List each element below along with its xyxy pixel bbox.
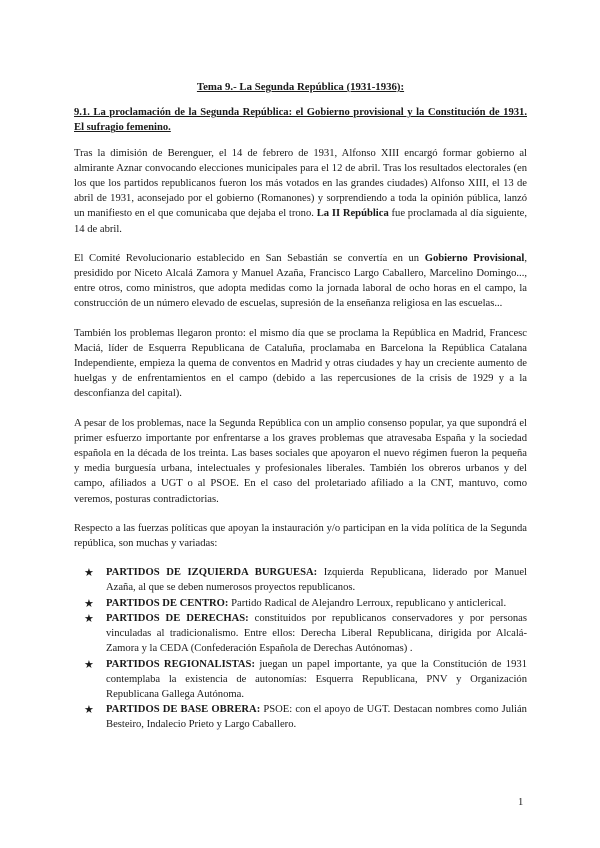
paragraph-text: Tras la dimisión de Berenguer, el 14 de febrero de 1931, Alfonso XIII encargó formar gobierno al almirante Aznar convocando elecciones municipales para el 12 de abril. Tras los resultados electorales (en los que los partidos republicanos fueron los más votados en las grandes ciudades) Alfonso XIII, el 13 de abril de 1931, aconsejado por el gobierno (Romanones) y sorprendiendo a toda la opinión pública, lanzó un manifiesto en el que comunicaba que dejaba el trono. (74, 147, 527, 220)
paragraph-text: fue proclamada al día siguiente, 14 de abril. (74, 208, 527, 235)
party-text: Partido Radical de Alejandro Lerroux, republicano y anticlerical. (228, 597, 507, 609)
star-bullet-icon: ★ (84, 566, 94, 580)
party-text: PSOE: con el apoyo de UGT. Destacan nombres como Julián Besteiro, Indalecio Prieto y Largo Caballero. (106, 704, 527, 731)
list-item (74, 657, 527, 703)
party-text: Izquierda Republicana, liderado por Manuel Azaña, al que se deben numerosos proyectos republicanos. (106, 567, 527, 594)
paragraph-consensus: A pesar de los problemas, nace la Segunda República con un amplio consenso popular, ya que supondrá el primer esfuerzo importante por enfrentarse a los graves problemas que atravesaba España y la sociedad española en la década de los treinta. Las bases sociales que apoyaron el nuevo régimen fueron la pequeña y media burguesía urbana, intelectuales y profesionales liberales. También los obreros urbanos y del campo, afiliados a UGT o al PSOE. En el caso del proletariado afiliado a la CNT, mantuvo, como veremos, posturas contradictorias. (74, 417, 527, 505)
paragraph-text: El Comité Revolucionario establecido en San Sebastián se convertía en un (74, 252, 425, 264)
bold-term-provisional-government: Gobierno Provisional (424, 252, 525, 264)
paragraph-provisional-government (74, 251, 527, 312)
party-label: PARTIDOS DE CENTRO: (106, 597, 229, 609)
star-bullet-icon: ★ (84, 611, 94, 625)
document-body (74, 80, 527, 733)
bold-term-republic: La II República (316, 208, 389, 220)
party-text: constituidos por republicanos conservadores y por personas vinculadas al tradicionalismo. Entre ellos: Derecha Liberal Republicana, dirigida por Alcalá-Zamora y la CEDA (Confederación Española de Derechas Autónomas) . (106, 612, 527, 655)
list-item (74, 596, 527, 611)
paragraph-text: , presidido por Niceto Alcalá Zamora y Manuel Azaña, Francisco Largo Caballero, Marcelino Domingo..., entre otros, como ministros, que adopta medidas como la jornada laboral de ocho horas en el campo, la construcción de un número elevado de escuelas, supresión de la enseñanza religiosa en las escuelas... (74, 252, 527, 310)
party-text: juegan un papel importante, ya que la Constitución de 1931 contemplaba la existencia de autonomías: Esquerra Republicana, PNV y Organización Republicana Gallega Autónoma. (106, 658, 527, 700)
section-title: 9.1. La proclamación de la Segunda República: el Gobierno provisional y la Constitución de 1931. El sufragio femenino. (74, 107, 527, 134)
star-bullet-icon: ★ (84, 703, 94, 717)
party-label: PARTIDOS REGIONALISTAS: (106, 658, 255, 670)
paragraph-proclamation (74, 146, 527, 237)
star-bullet-icon: ★ (84, 596, 94, 610)
list-item (74, 702, 527, 732)
list-item (74, 565, 527, 595)
parties-list (74, 565, 527, 732)
star-bullet-icon: ★ (84, 657, 94, 671)
party-label: PARTIDOS DE IZQUIERDA BURGUESA: (106, 567, 318, 579)
paragraph-problems: También los problemas llegaron pronto: el mismo día que se proclama la República en Madrid, Francesc Maciá, líder de Esquerra Republicana de Cataluña, proclamaba en Barcelona la República Catalana Independiente, empieza la quema de conventos en Madrid y otras ciudades y hay un creciente aumento de huelgas y de enfrentamientos en el campo (debido a las repercusiones de la crisis de 1929 y a la desconfianza del capital). (74, 327, 527, 400)
party-label: PARTIDOS DE BASE OBRERA: (106, 704, 261, 716)
page-number: 1 (518, 797, 524, 808)
document-title: Tema 9.- La Segunda República (1931-1936): (196, 81, 405, 93)
party-label: PARTIDOS DE DERECHAS: (106, 612, 249, 624)
paragraph-political-forces: Respecto a las fuerzas políticas que apoyan la instauración y/o participan en la vida política de la Segunda república, son muchas y variadas: (74, 522, 527, 550)
list-item (74, 611, 527, 657)
